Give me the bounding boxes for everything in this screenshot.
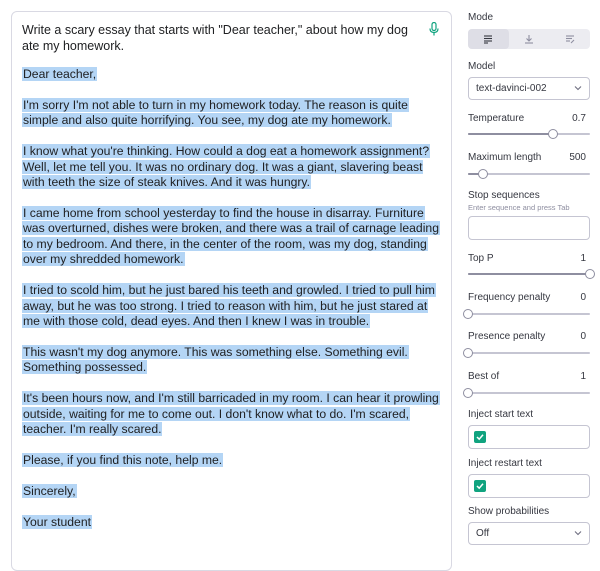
stop-sequences-input[interactable] — [468, 216, 590, 240]
max-length-slider[interactable] — [468, 169, 590, 179]
top-p-value[interactable]: 1 — [580, 253, 586, 264]
best-of-label: Best of — [468, 371, 500, 382]
show-probabilities-value: Off — [476, 528, 490, 539]
presence-penalty-slider[interactable] — [468, 348, 590, 358]
completion-paragraph: I came home from school yesterday to find the house in disarray. Furniture was overturned, dishes were broken, and there was a trail of carnage leading to my bedroom. And there, in the center of the room, was my dog, standing over my shredded homework. — [23, 205, 439, 267]
completion-paragraph: I'm sorry I'm not able to turn in my homework today. The reason is quite simple and also quite horrifying. You see, my dog ate my homework. — [23, 97, 408, 128]
completion-paragraph: I know what you're thinking. How could a dog eat a homework assignment? Well, let me tell you. It was no ordinary dog. It was a giant, slavering beast with teeth the size of steak knives. And it was hungry. — [23, 144, 430, 190]
stop-sequences-label: Stop sequences — [468, 190, 540, 201]
completion-paragraph: Dear teacher, — [23, 67, 97, 81]
complete-mode-icon — [483, 34, 493, 44]
prompt-text[interactable]: Write a scary essay that starts with "Dear teacher," about how my dog ate my homework. — [22, 23, 408, 53]
max-length-value[interactable]: 500 — [569, 152, 586, 163]
mode-selector — [468, 29, 590, 49]
checkmark-icon — [476, 433, 484, 441]
model-value: text-davinci-002 — [476, 83, 547, 94]
completion-paragraph: I tried to scold him, but he just bared his teeth and growled. I tried to pull him away, but he was too strong. I tried to reason with him, but he just stared at me with those cold, dead eyes. And then I knew I was in trouble. — [23, 283, 435, 329]
frequency-penalty-value[interactable]: 0 — [580, 292, 586, 303]
best-of-slider[interactable] — [468, 388, 590, 398]
completion-paragraph: Your student — [23, 514, 91, 529]
mode-complete-button[interactable] — [468, 29, 509, 49]
mode-edit-button[interactable] — [549, 29, 590, 49]
chevron-down-icon — [574, 530, 582, 536]
inject-restart-label: Inject restart text — [468, 458, 542, 469]
frequency-penalty-slider[interactable] — [468, 309, 590, 319]
model-label: Model — [468, 61, 496, 72]
slider-handle[interactable] — [548, 129, 558, 139]
show-probabilities-select[interactable] — [468, 522, 590, 545]
top-p-slider[interactable] — [468, 269, 590, 279]
microphone-icon[interactable] — [429, 22, 439, 36]
presence-penalty-label: Presence penalty — [468, 331, 546, 342]
temperature-value[interactable]: 0.7 — [572, 113, 586, 124]
inject-start-input[interactable] — [468, 425, 590, 449]
mode-insert-button[interactable] — [509, 29, 550, 49]
slider-handle[interactable] — [463, 309, 473, 319]
mode-label: Mode — [468, 12, 494, 23]
completion-paragraph: It's been hours now, and I'm still barricaded in my room. I can hear it prowling outside, waiting for me to come out. I don't know what to do. I'm scared, teacher. I'm really scared. — [23, 391, 439, 437]
settings-panel — [468, 0, 598, 563]
inject-start-checkbox[interactable] — [474, 431, 486, 443]
slider-handle[interactable] — [478, 169, 488, 179]
top-p-label: Top P — [468, 253, 494, 264]
completion-paragraph: This wasn't my dog anymore. This was something else. Something evil. Something possessed. — [23, 344, 408, 375]
prompt-editor[interactable] — [11, 11, 452, 571]
inject-restart-checkbox[interactable] — [474, 480, 486, 492]
chevron-down-icon — [574, 85, 582, 91]
best-of-value[interactable]: 1 — [580, 371, 586, 382]
completion-paragraph: Sincerely, — [23, 483, 76, 498]
completion-paragraph: Please, if you find this note, help me. — [23, 453, 223, 468]
presence-penalty-value[interactable]: 0 — [580, 331, 586, 342]
show-probabilities-label: Show probabilities — [468, 506, 550, 517]
temperature-slider[interactable] — [468, 129, 590, 139]
checkmark-icon — [476, 482, 484, 490]
slider-handle[interactable] — [463, 348, 473, 358]
insert-mode-icon — [524, 34, 534, 44]
slider-handle[interactable] — [463, 388, 473, 398]
inject-restart-input[interactable] — [468, 474, 590, 498]
slider-handle[interactable] — [585, 269, 595, 279]
frequency-penalty-label: Frequency penalty — [468, 292, 551, 303]
model-select[interactable] — [468, 77, 590, 100]
inject-start-label: Inject start text — [468, 409, 534, 420]
stop-sequences-hint: Enter sequence and press Tab — [468, 203, 570, 212]
max-length-label: Maximum length — [468, 152, 542, 163]
edit-mode-icon — [565, 34, 575, 44]
temperature-label: Temperature — [468, 113, 525, 124]
completion-output[interactable] — [22, 67, 442, 545]
